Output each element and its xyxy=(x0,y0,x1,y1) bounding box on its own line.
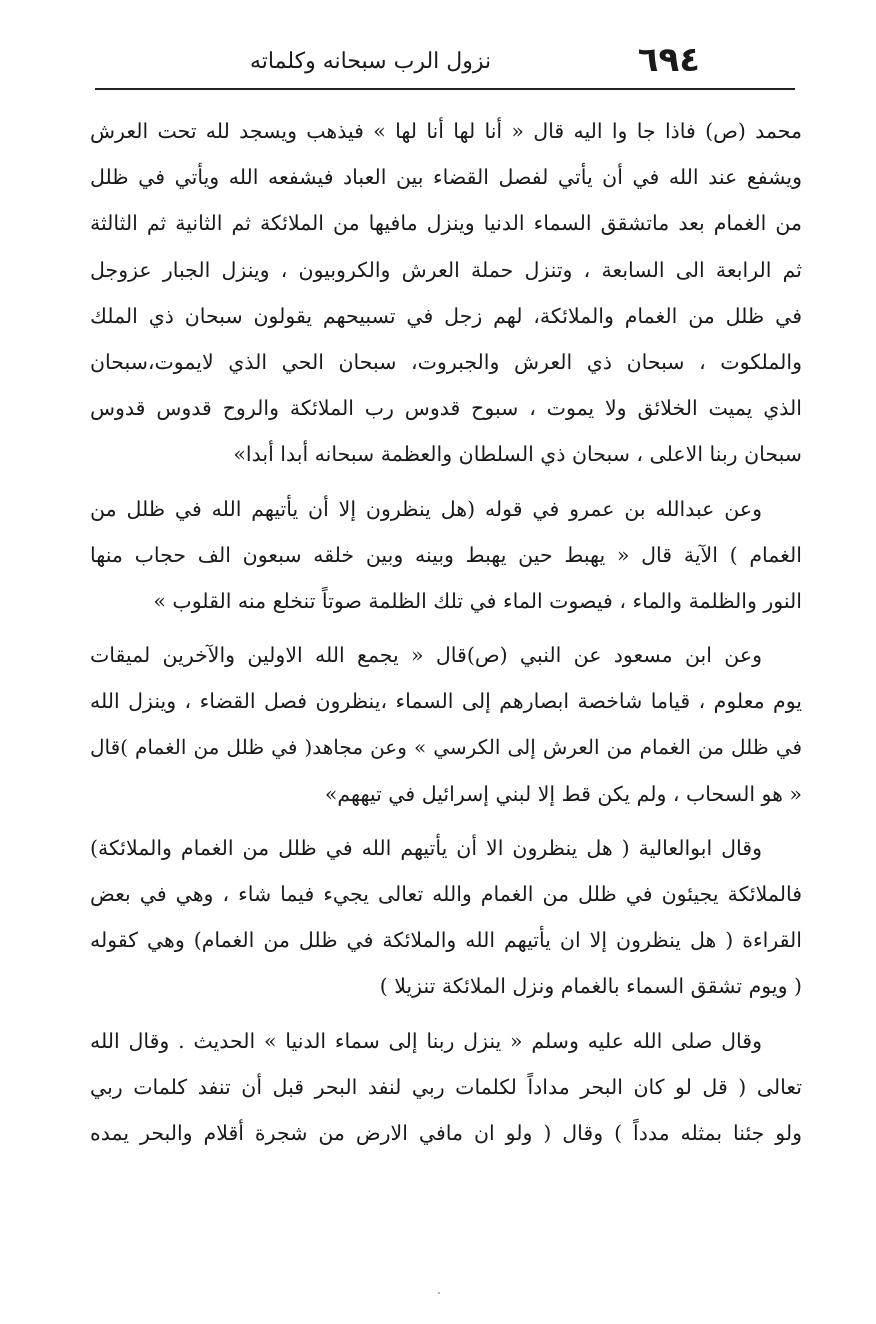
text-line: في ظلل من الغمام والملائكة، لهم زجل في تسبيحهم يقولون سبحان ذي الملك xyxy=(90,303,802,328)
text-line: والملكوت ، سبحان ذي العرش والجبروت، سبحان الحي الذي لايموت،سبحان xyxy=(90,349,802,374)
text-line: فالملائكة يجيئون في ظلل من الغمام والله تعالى يجيء فيما شاء ، وهي في بعض xyxy=(90,882,802,906)
scan-speck xyxy=(438,1292,440,1294)
text-line: النور والظلمة والماء ، فيصوت الماء في تلك الظلمة صوتاً تنخلع منه القلوب » xyxy=(153,588,802,613)
paragraph-1 xyxy=(90,108,802,478)
text-line: ثم الرابعة الى السابعة ، وتنزل حملة العرش والكروبيون ، وينزل الجبار عزوجل xyxy=(90,257,802,282)
text-line: محمد (ص) فاذا جا وا اليه قال « أنا لها أنا لها » فيذهب ويسجد لله تحت العرش xyxy=(90,119,802,143)
text-line: وعن عبدالله بن عمرو في قوله (هل ينظرون إلا أن يأتيهم الله في ظلل من xyxy=(90,496,762,521)
running-title: نزول الرب سبحانه وكلماته xyxy=(250,49,492,74)
text-line: وقال صلى الله عليه وسلم « ينزل ربنا إلى سماء الدنيا » الحديث . وقال الله xyxy=(90,1028,762,1053)
text-line: ( ويوم تشقق السماء بالغمام ونزل الملائكة تنزيلا ) xyxy=(379,974,802,999)
paragraph-3 xyxy=(90,632,802,817)
paragraph-gap xyxy=(90,817,802,825)
paragraph-gap xyxy=(90,1010,802,1018)
text-line: الغمام ) الآية قال « يهبط حين يهبط وبينه وبين خلقه سبعون الف حجاب منها xyxy=(90,542,802,567)
paragraph-gap xyxy=(90,478,802,486)
text-line: تعالى ( قل لو كان البحر مداداً لكلمات ربي لنفد البحر قبل أن تنفد كلمات ربي xyxy=(90,1074,802,1099)
text-line: من الغمام بعد ماتشقق السماء الدنيا وينزل مافيها من الملائكة ثم الثانية ثم الثالثة xyxy=(90,211,802,236)
text-line: وقال ابوالعالية ( هل ينظرون الا أن يأتيهم الله في ظلل من الغمام والملائكة) xyxy=(90,835,762,860)
text-line: سبحان ربنا الاعلى ، سبحان ذي السلطان والعظمة سبحانه أبدا أبدا» xyxy=(233,442,802,467)
text-line: ويشفع عند الله في أن يأتي لفصل القضاء بين العباد فيشفعه الله ويأتي في ظلل xyxy=(90,165,802,190)
text-line: يوم معلوم ، قياما شاخصة ابصارهم إلى السماء ،ينظرون فصل القضاء ، وينزل الله xyxy=(90,689,802,714)
text-line: القراءة ( هل ينظرون إلا ان يأتيهم الله والملائكة في ظلل من الغمام) وهي كقوله xyxy=(90,928,802,953)
text-line: ولو جئنا بمثله مدداً ) وقال ( ولو ان مافي الارض من شجرة أقلام والبحر يمده xyxy=(90,1120,802,1145)
page-header xyxy=(250,38,700,82)
paragraph-4 xyxy=(90,825,802,1010)
text-line: « هو السحاب ، ولم يكن قط إلا لبني إسرائيل في تيههم» xyxy=(324,781,802,806)
paragraph-5 xyxy=(90,1018,802,1157)
page-body xyxy=(90,108,802,1156)
paragraph-2 xyxy=(90,486,802,625)
text-line: وعن ابن مسعود عن النبي (ص)قال « يجمع الله الاولين والآخرين لميقات xyxy=(90,643,762,668)
paragraph-gap xyxy=(90,624,802,632)
text-line: في ظلل من الغمام من العرش إلى الكرسي » وعن مجاهد( في ظلل من الغمام )قال xyxy=(90,735,802,760)
header-rule xyxy=(95,88,795,90)
text-line: الذي يميت الخلائق ولا يموت ، سبوح قدوس رب الملائكة والروح قدوس قدوس xyxy=(90,396,802,421)
page-number: ٦٩٤ xyxy=(637,40,700,80)
